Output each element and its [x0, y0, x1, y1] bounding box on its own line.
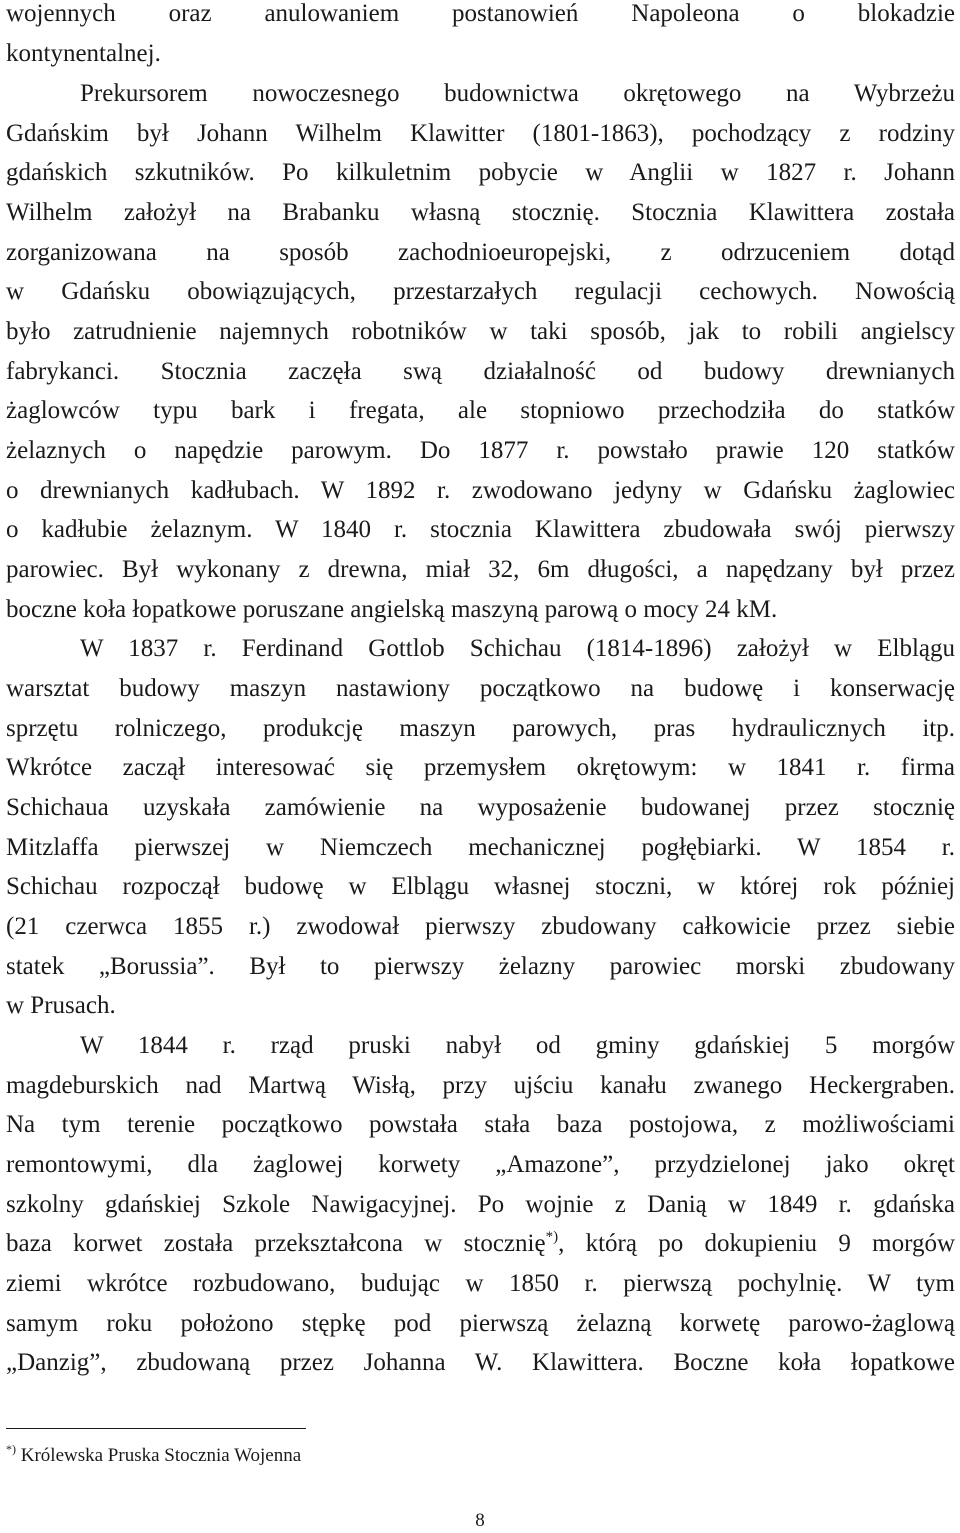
text-line: kontynentalnej. — [6, 40, 161, 67]
text-segment: , którą po dokupieniu 9 morgów — [558, 1230, 955, 1257]
text-line: boczne koła łopatkowe poruszane angielską maszyną parową o mocy 24 kM. — [6, 596, 778, 623]
text-line: o kadłubie żelaznym. W 1840 r. stocznia Klawittera zbudowała swój pierwszy — [6, 516, 955, 543]
text-line — [6, 1224, 955, 1264]
text-line: ziemi wkrótce rozbudowano, budując w 1850 r. pierwszą pochylnię. W tym — [6, 1270, 955, 1297]
footnote-text: Królewska Pruska Stocznia Wojenna — [20, 1445, 302, 1466]
text-line: Wilhelm założył na Brabanku własną stocznię. Stocznia Klawittera została — [6, 199, 955, 226]
text-line: w Prusach. — [6, 992, 116, 1019]
text-line: gdańskich szkutników. Po kilkuletnim pobycie w Anglii w 1827 r. Johann — [6, 159, 955, 186]
text-segment: baza korwet została przekształcona w stocznię — [6, 1230, 546, 1257]
text-line: W 1844 r. rząd pruski nabył od gminy gdańskiej 5 morgów — [80, 1032, 955, 1059]
text-line: (21 czerwca 1855 r.) zwodował pierwszy zbudowany całkowicie przez siebie — [6, 913, 955, 940]
footnote-reference: *) — [545, 1229, 559, 1245]
text-line: sprzętu rolniczego, produkcję maszyn parowych, pras hydraulicznych itp. — [6, 715, 955, 742]
footnote-mark: *) — [6, 1442, 16, 1456]
text-line: warsztat budowy maszyn nastawiony początkowo na budowę i konserwację — [6, 675, 955, 702]
text-line: w Gdańsku obowiązujących, przestarzałych regulacji cechowych. Nowością — [6, 278, 955, 305]
text-line: Mitzlaffa pierwszej w Niemczech mechanicznej pogłębiarki. W 1854 r. — [6, 834, 955, 861]
text-line: samym roku położono stępkę pod pierwszą żelazną korwetę parowo-żaglową — [6, 1310, 955, 1337]
text-line: żelaznych o napędzie parowym. Do 1877 r. powstało prawie 120 statków — [6, 437, 955, 464]
text-line: zorganizowana na sposób zachodnioeuropejski, z odrzuceniem dotąd — [6, 239, 955, 266]
text-line: remontowymi, dla żaglowej korwety „Amazone”, przydzielonej jako okręt — [6, 1151, 955, 1178]
text-line: szkolny gdańskiej Szkole Nawigacyjnej. Po wojnie z Danią w 1849 r. gdańska — [6, 1191, 955, 1218]
text-line: Schichaua uzyskała zamówienie na wyposażenie budowanej przez stocznię — [6, 794, 955, 821]
footnote — [6, 1441, 301, 1471]
text-line: „Danzig”, zbudowaną przez Johanna W. Klawittera. Boczne koła łopatkowe — [6, 1349, 955, 1376]
text-line: Wkrótce zaczął interesować się przemysłem okrętowym: w 1841 r. firma — [6, 754, 955, 781]
text-line: magdeburskich nad Martwą Wisłą, przy ujściu kanału zwanego Heckergraben. — [6, 1072, 955, 1099]
text-line: statek „Borussia”. Był to pierwszy żelazny parowiec morski zbudowany — [6, 953, 955, 980]
text-line: Prekursorem nowoczesnego budownictwa okrętowego na Wybrzeżu — [80, 80, 955, 107]
text-line: o drewnianych kadłubach. W 1892 r. zwodowano jedyny w Gdańsku żaglowiec — [6, 477, 955, 504]
footnote-separator — [6, 1428, 306, 1429]
text-line: Gdańskim był Johann Wilhelm Klawitter (1801-1863), pochodzący z rodziny — [6, 120, 955, 147]
text-line: fabrykanci. Stocznia zaczęła swą działalność od budowy drewnianych — [6, 358, 955, 385]
text-line: było zatrudnienie najemnych robotników w taki sposób, jak to robili angielscy — [6, 318, 955, 345]
page-number: 8 — [475, 1510, 485, 1531]
text-line: żaglowców typu bark i fregata, ale stopniowo przechodziła do statków — [6, 397, 955, 424]
text-line: parowiec. Był wykonany z drewna, miał 32, 6m długości, a napędzany był przez — [6, 556, 955, 583]
text-line: Na tym terenie początkowo powstała stała baza postojowa, z możliwościami — [6, 1111, 955, 1138]
text-line: W 1837 r. Ferdinand Gottlob Schichau (1814-1896) założył w Elblągu — [80, 635, 955, 662]
text-line: wojennych oraz anulowaniem postanowień Napoleona o blokadzie — [6, 0, 955, 27]
text-line: Schichau rozpoczął budowę w Elblągu własnej stoczni, w której rok później — [6, 873, 955, 900]
